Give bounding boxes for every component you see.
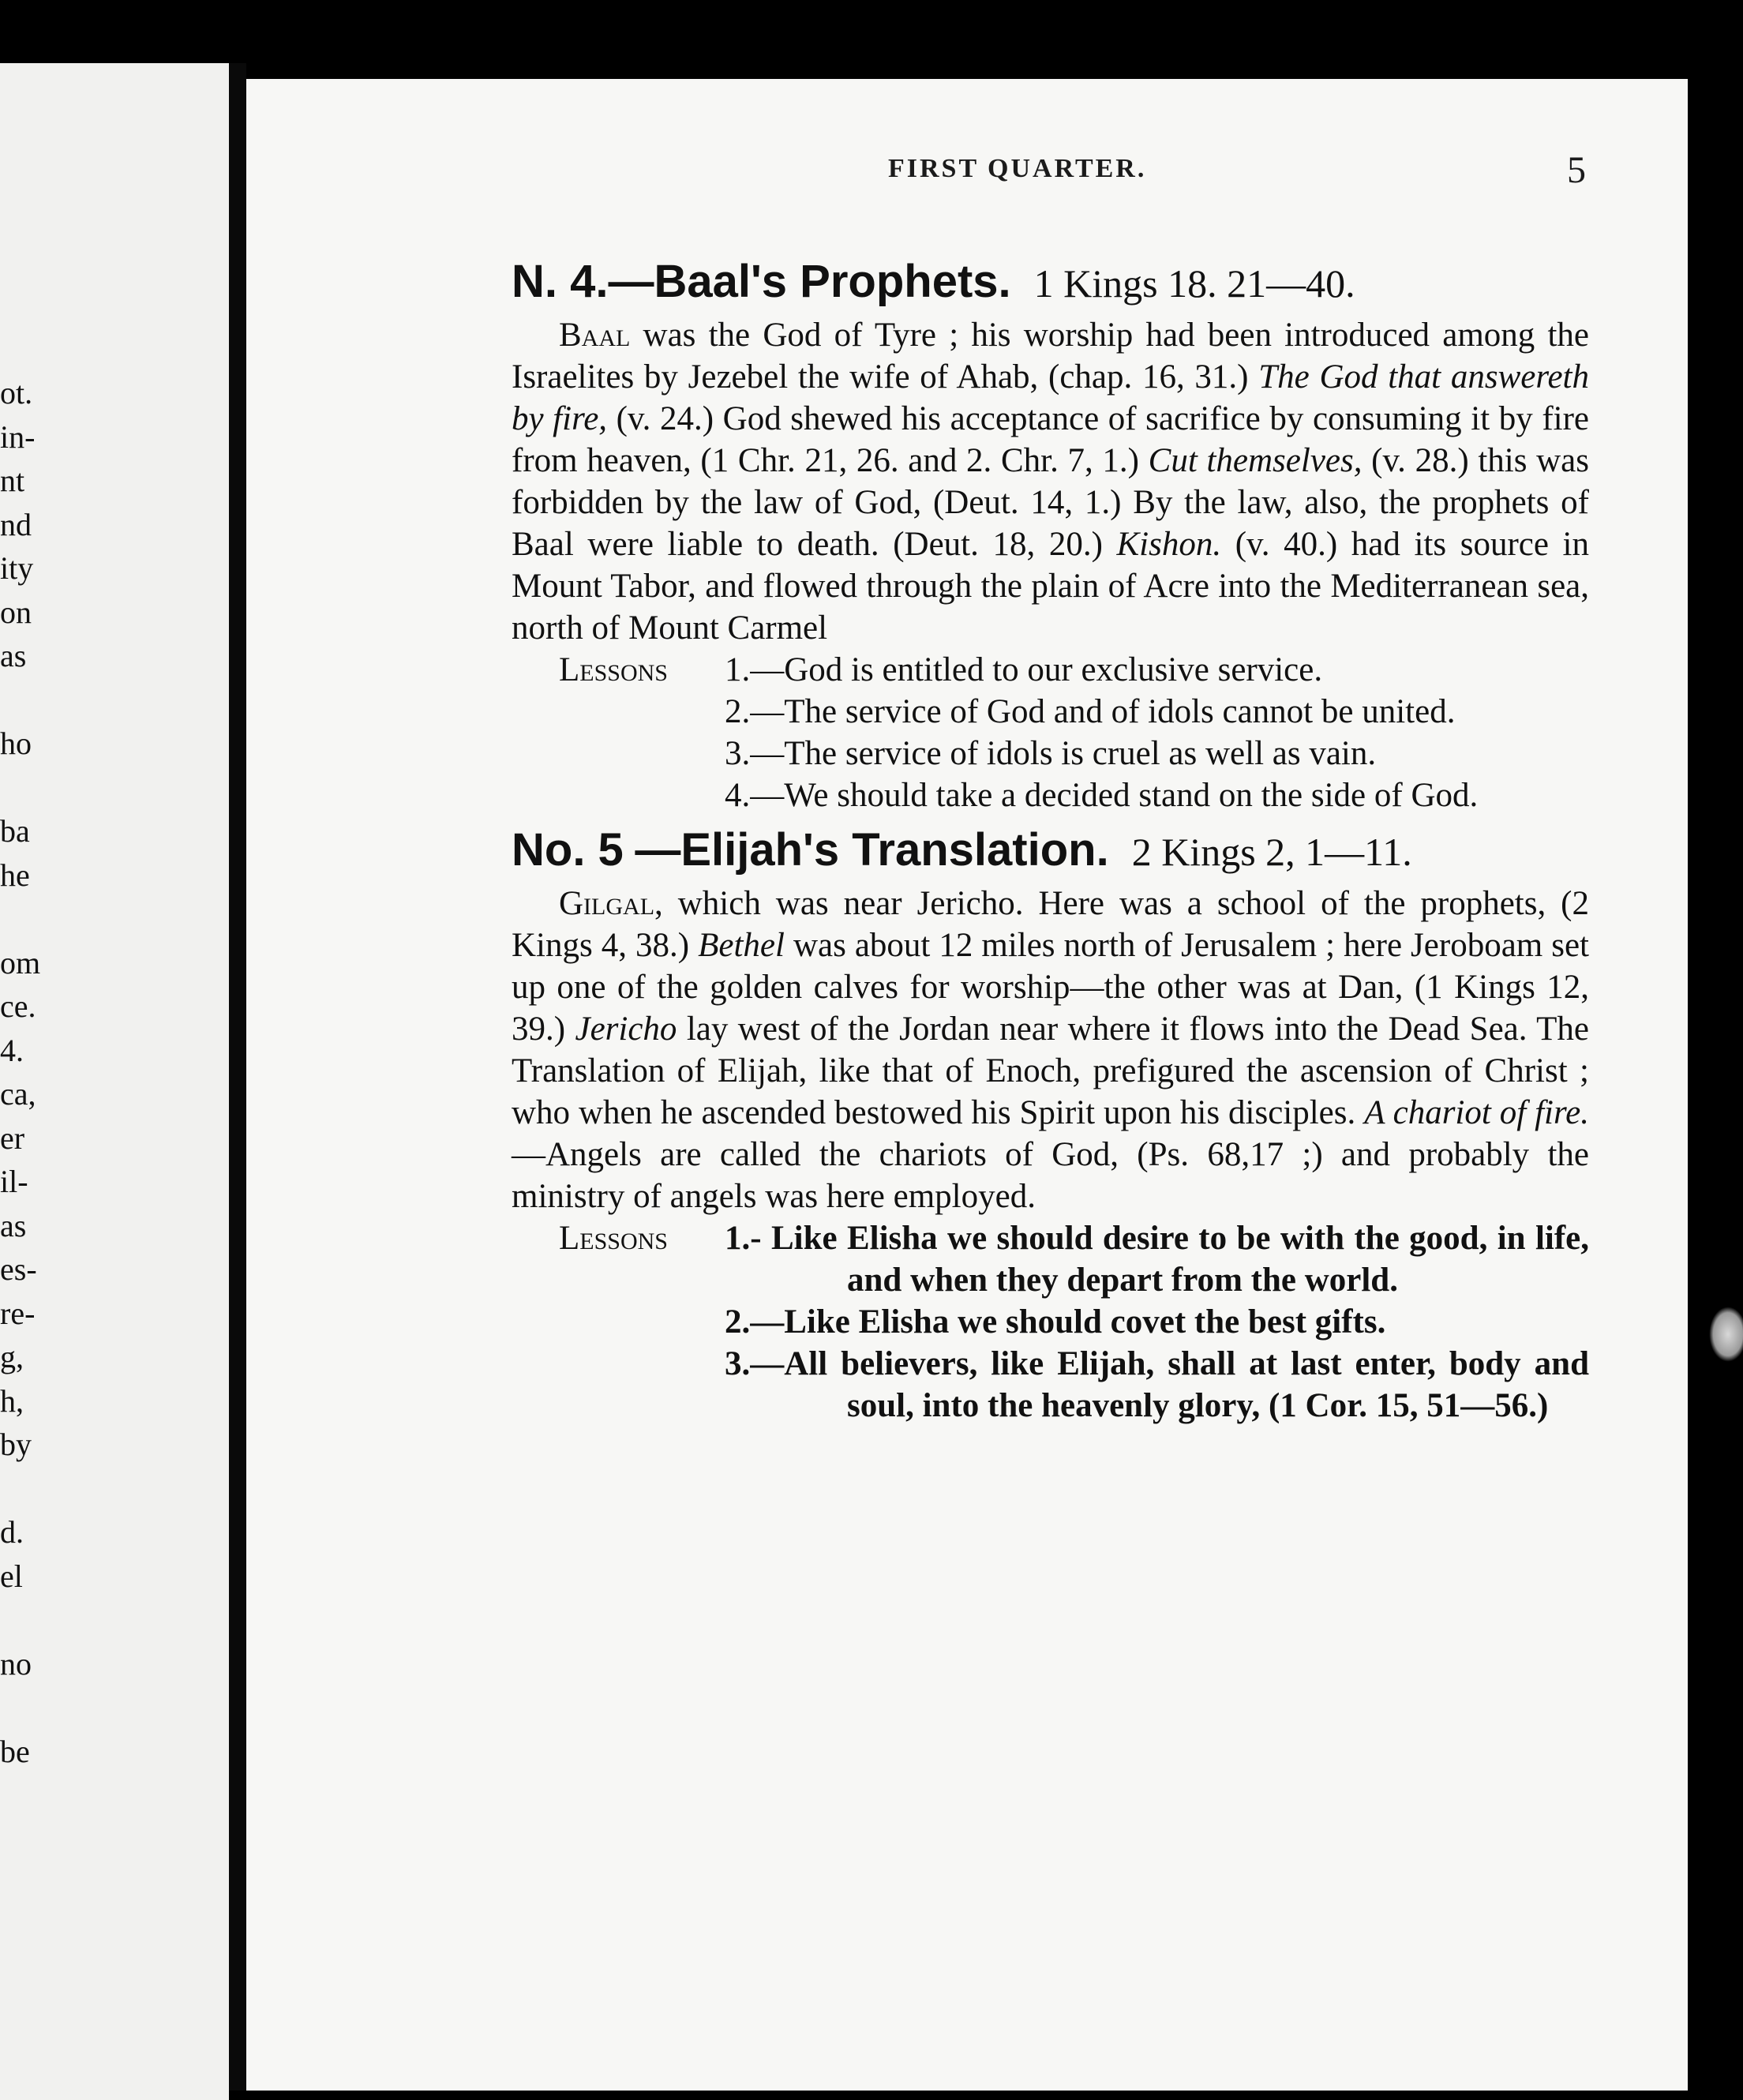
facing-page-line: g, xyxy=(0,1339,24,1374)
facing-page-line: il- xyxy=(0,1164,28,1199)
book-spine xyxy=(229,63,246,2091)
lesson-heading xyxy=(512,253,1589,313)
facing-page-line: on xyxy=(0,594,32,630)
commentary-paragraph: Baal was the God of Tyre ; his worship had been introduced among the Israelites by Jezebel the wife of Ahab, (chap. 16, 31.) The God that answereth by fire, (v. 24.) God shewed his acceptance of sacrifice by consuming it by fire from heaven, (1 Chr. 21, 26. and 2. Chr. 7, 1.) Cut themselves, (v. 28.) this was forbidden by the law of God, (Deut. 14, 1.) By the law, also, the prophets of Baal were liable to death. (Deut. 18, 20.) Kishon. (v. 40.) had its source in Mount Tabor, and flowed through the plain of Acre into the Mediterranean sea, north of Mount Carmel xyxy=(512,317,1590,647)
facing-page-line xyxy=(0,897,47,941)
page-body xyxy=(512,253,1589,1427)
lesson-point xyxy=(725,733,1589,774)
facing-page-line: nd xyxy=(0,506,32,542)
facing-page-line: no xyxy=(0,1645,32,1682)
facing-page-line: in- xyxy=(0,418,36,455)
lesson-point-text: 3.—All believers, like Elijah, shall at last enter, body and soul, into the heavenly glory, (1 Cor. 15, 51—56.) xyxy=(725,1345,1589,1424)
facing-page-line: ce. xyxy=(0,988,36,1024)
facing-page xyxy=(0,63,229,2100)
lesson-point xyxy=(725,691,1589,733)
facing-page-text xyxy=(0,371,47,1773)
lesson-point xyxy=(725,1217,1589,1301)
facing-page-line: h, xyxy=(0,1382,24,1419)
lesson-point-text: 1.- Like Elisha we should desire to be with the good, in life, and when they depart from the world. xyxy=(725,1220,1589,1299)
facing-page-line xyxy=(0,1686,47,1730)
lesson-point-text: 4.—We should take a decided stand on the side of God. xyxy=(725,777,1479,814)
scripture-reference: 1 Kings 18. 21—40. xyxy=(1033,261,1355,306)
facing-page-line xyxy=(0,1598,47,1642)
scripture-reference: 2 Kings 2, 1—11. xyxy=(1131,830,1412,874)
lesson-point xyxy=(725,649,1589,691)
facing-page-line: 4. xyxy=(0,1032,24,1068)
lessons-list xyxy=(512,649,1589,816)
paper-blemish xyxy=(1709,1307,1743,1362)
running-head: FIRST QUARTER. xyxy=(888,154,1147,183)
facing-page-line: ca, xyxy=(0,1076,36,1112)
lesson-point-text: 1.—God is entitled to our exclusive service. xyxy=(725,651,1323,688)
lesson-point-text: 3.—The service of idols is cruel as well as vain. xyxy=(725,735,1377,772)
facing-page-line: es- xyxy=(0,1251,37,1287)
facing-page-line: d. xyxy=(0,1514,24,1550)
facing-page-line xyxy=(0,766,47,810)
facing-page-line: er xyxy=(0,1119,25,1156)
lesson-number: No. 5 xyxy=(512,824,624,876)
facing-page-line: el xyxy=(0,1558,23,1594)
commentary-paragraph: Gilgal, which was near Jericho. Here was a school of the prophets, (2 Kings 4, 38.) Bethel was about 12 miles north of Jerusalem ; here Jeroboam set up one of the golden calves for worship—the other was at Dan, (1 Kings 12, 39.) Jericho lay west of the Jordan near where it flows into the Dead Sea. The Translation of Elijah, like that of Enoch, prefigured the ascension of Christ ; who when he ascended bestowed his Spirit upon his disciples. A chariot of fire.—Angels are called the chariots of God, (Ps. 68,17 ;) and probably the ministry of angels was here employed. xyxy=(512,885,1589,1215)
facing-page-line: ity xyxy=(0,550,34,586)
facing-page-line: as xyxy=(0,638,27,673)
facing-page-line: as xyxy=(0,1207,27,1243)
lessons-label: Lessons xyxy=(559,1220,668,1257)
facing-page-line xyxy=(0,1467,47,1511)
lesson-point-text: 2.—Like Elisha we should covet the best gifts. xyxy=(725,1303,1386,1341)
lesson-point-text: 2.—The service of God and of idols cannot be united. xyxy=(725,693,1456,730)
lesson-point xyxy=(725,1301,1589,1343)
facing-page-line: he xyxy=(0,857,30,893)
lesson-name: —Elijah's Translation. xyxy=(635,824,1109,876)
facing-page-line: by xyxy=(0,1427,32,1462)
lesson-number: N. 4. xyxy=(512,256,609,307)
facing-page-line: re- xyxy=(0,1295,36,1331)
facing-page-line: be xyxy=(0,1733,30,1769)
page-number: 5 xyxy=(1567,149,1586,191)
lesson-4 xyxy=(512,253,1589,816)
lesson-5 xyxy=(512,821,1589,1427)
facing-page-line: ba xyxy=(0,813,30,849)
lessons-list xyxy=(512,1217,1589,1427)
facing-page-line: nt xyxy=(0,463,25,498)
facing-page-line: ot. xyxy=(0,375,33,411)
lesson-name: —Baal's Prophets. xyxy=(608,256,1011,307)
lesson-point xyxy=(725,774,1589,816)
facing-page-line: om xyxy=(0,944,41,981)
lesson-point xyxy=(725,1343,1589,1427)
facing-page-line: ho xyxy=(0,726,32,761)
lesson-heading xyxy=(512,821,1589,881)
facing-page-line xyxy=(0,678,47,722)
lessons-label: Lessons xyxy=(559,651,668,688)
